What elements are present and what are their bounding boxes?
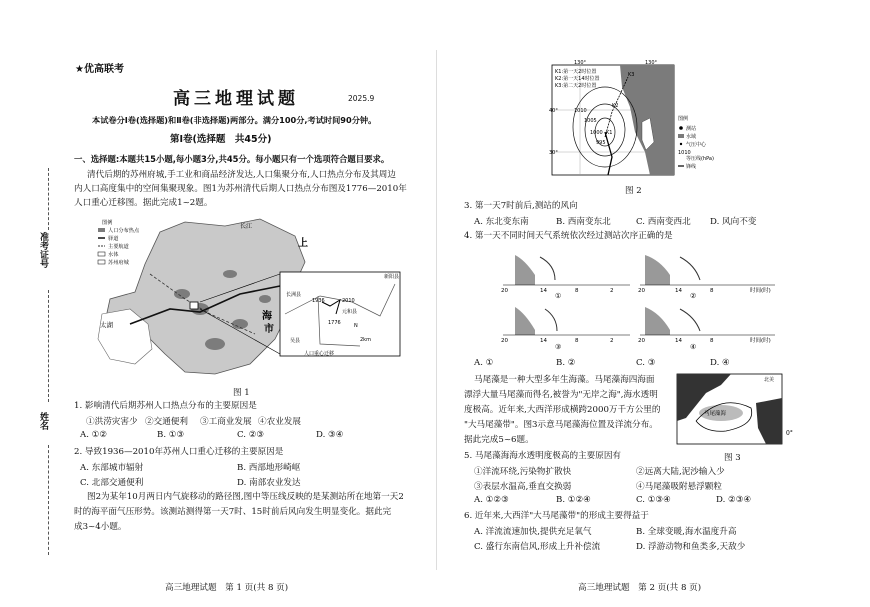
legend-title: 图例 — [102, 220, 113, 226]
fig2-legend-water: 水域 — [686, 134, 697, 140]
axis-time-d: 时间(时) — [750, 338, 771, 344]
axis-20-b: 20 — [638, 288, 645, 294]
q4-option-a[interactable]: A. ① — [474, 358, 494, 368]
figure-2-map — [550, 62, 740, 182]
q6-option-d[interactable]: D. 浮游动物和鱼类多,天敌少 — [636, 542, 746, 552]
isobar-995: 995 — [596, 140, 606, 146]
instruction: 一、选择题:本题共15小题,每小题3分,共45分。每小题只有一个选项符合题目要求。 — [74, 154, 390, 164]
q2-stem: 2. 导致1936—2010年苏州人口重心迁移的主要原因是 — [74, 447, 284, 457]
axis-time-b: 时间(时) — [750, 288, 771, 294]
axis-8-d: 8 — [710, 338, 714, 344]
label-wuxian: 吴县 — [290, 338, 301, 344]
axis-2-a: 2 — [610, 288, 614, 294]
k-legend-1: K1:第一天2时位置 — [555, 69, 597, 75]
isobar-1000: 1000 — [590, 130, 603, 136]
q5-choice-3: ③表层水温高,垂直交换弱 — [474, 482, 572, 492]
label-1776: 1776 — [328, 320, 341, 326]
passage-1-line-3: 人口重心迁移图。据此完成1~2题。 — [74, 198, 213, 208]
axis-20-c: 20 — [501, 338, 508, 344]
q2-option-a[interactable]: A. 东部城市辐射 — [80, 463, 144, 473]
label-changzhou: 长洲县 — [286, 292, 302, 298]
q5-choice-1: ①洋流环绕,污染物扩散快 — [474, 467, 572, 477]
axis-2-c: 2 — [610, 338, 614, 344]
q3-option-d[interactable]: D. 风向不变 — [710, 217, 757, 227]
fig2-legend-isobar: 等压线(hPa) — [686, 156, 714, 162]
label-hai: 海 — [262, 311, 272, 322]
passage-1-line-2: 内人口高度集中的空间集聚现象。图1为苏州清代后期人口热点分布图及1776—2010年 — [74, 184, 407, 194]
footer-left: 高三地理试题 第 1 页(共 8 页) — [165, 583, 289, 593]
label-2010: 2010 — [342, 298, 355, 304]
fig2-legend-station: 测站 — [686, 126, 697, 132]
q3-stem: 3. 第一天7时前后,测站的风向 — [464, 201, 578, 211]
label-scale: 2km — [360, 337, 371, 343]
inset-caption: 人口重心迁移 — [304, 351, 335, 357]
page-title: 高三地理试题 — [173, 89, 299, 109]
q5-choice-2: ②远离大陆,泥沙输入少 — [636, 467, 725, 477]
fig2-legend-isobar-sample: 1010 — [678, 150, 691, 156]
q2-option-d[interactable]: D. 南部农业发达 — [237, 478, 301, 488]
passage-2-line-1: 图2为某年10月两日内气旋移动的路径图,图中等压线反映的是某测站所在地第一天2 — [87, 492, 404, 502]
q1-option-d[interactable]: D. ③④ — [316, 430, 344, 440]
k-legend-2: K2:第一天14时位置 — [555, 76, 600, 82]
axis-20-a: 20 — [501, 288, 508, 294]
exam-number-label: 准考证号 — [38, 232, 48, 268]
q4-option-c[interactable]: C. ③ — [636, 358, 656, 368]
label-shang: 上 — [298, 238, 308, 249]
exam-date: 2025.9 — [348, 94, 375, 103]
q4-option-d[interactable]: D. ④ — [710, 358, 730, 368]
exam-note: 本试卷分Ⅰ卷(选择题)和Ⅱ卷(非选择题)两部分。满分100分,考试时间90分钟。 — [92, 115, 377, 125]
figure-3-caption: 图 3 — [724, 453, 741, 463]
lat-label-2: 30° — [549, 150, 558, 156]
legend-hotspot: 人口分布热点 — [108, 228, 140, 234]
fig2-legend-center: 气压中心 — [686, 142, 707, 148]
passage-2-line-3: 成3~4小题。 — [74, 522, 127, 532]
label-1936: 1936 — [312, 298, 325, 304]
q5-option-d[interactable]: D. ②③④ — [716, 495, 752, 505]
figure-2-legend — [678, 115, 714, 170]
fucheng-marker — [190, 302, 198, 309]
lon-label-2: 130° — [645, 60, 658, 66]
isobar-1010: 1010 — [574, 108, 587, 114]
passage-1-line-1: 清代后期的苏州府城,手工业和商品经济发达,人口集聚分布,人口热点分布及其周边 — [87, 170, 396, 180]
q4-front-diagrams — [495, 245, 795, 355]
axis-8-c: 8 — [575, 338, 579, 344]
axis-20-d: 20 — [638, 338, 645, 344]
fig3-sargasso-label: 马尾藻海 — [704, 411, 727, 417]
axis-8-b: 8 — [710, 288, 714, 294]
label-xinyang: 新阳县 — [384, 274, 400, 280]
q2-option-c[interactable]: C. 北部交通便利 — [80, 478, 144, 488]
fig3-top-label: 北美 — [764, 377, 775, 383]
q5-choice-4: ④马尾藻吸附悬浮颗粒 — [636, 482, 722, 492]
q1-choice-3: ③工商业发展 — [200, 417, 252, 427]
legend-waterway: 主要航道 — [108, 244, 129, 250]
mark-k1: K1 — [606, 130, 613, 136]
header-tag: ★优高联考 — [75, 64, 124, 75]
fig3-zero-label: 0° — [786, 430, 793, 437]
panel-1-label: ① — [555, 292, 562, 300]
label-yuanhe: 元和县 — [342, 309, 358, 315]
axis-8-a: 8 — [575, 288, 579, 294]
panel-4 — [640, 307, 775, 351]
axis-14-d: 14 — [675, 338, 682, 344]
q5-option-b[interactable]: B. ①②④ — [556, 495, 591, 505]
q3-option-b[interactable]: B. 西南变东北 — [556, 217, 611, 227]
q5-stem: 5. 马尾藻海海水透明度极高的主要原因有 — [464, 451, 622, 461]
figure-3-map — [676, 373, 806, 449]
figure-2-caption: 图 2 — [625, 186, 642, 196]
q1-option-c[interactable]: C. ②③ — [237, 430, 265, 440]
lon-label-1: 130° — [574, 60, 587, 66]
fig2-legend-front: 锋线 — [686, 164, 697, 170]
figure-1-caption: 图 1 — [233, 388, 250, 398]
q1-stem: 1. 影响清代后期苏州人口热点分布的主要原因是 — [74, 401, 257, 411]
q3-option-a[interactable]: A. 东北变东南 — [474, 217, 529, 227]
binding-line-middle — [48, 290, 49, 402]
q1-option-a[interactable]: A. ①② — [80, 430, 108, 440]
q4-option-b[interactable]: B. ② — [556, 358, 576, 368]
q3-option-c[interactable]: C. 西南变西北 — [636, 217, 691, 227]
page-divider — [436, 50, 437, 570]
q2-option-b[interactable]: B. 西部地形崎岖 — [237, 463, 301, 473]
axis-14-b: 14 — [675, 288, 682, 294]
lat-label-1: 40° — [549, 108, 558, 114]
q6-stem: 6. 近年来,大西洋"大马尾藻带"的形成主要得益于 — [464, 511, 649, 521]
panel-4-label: ④ — [690, 343, 697, 351]
section-title: 第Ⅰ卷(选择题 共45分) — [170, 134, 272, 145]
passage-3-line-2: 漂浮大量马尾藻而得名,被誉为"无岸之海",海水透明 — [464, 390, 658, 400]
isobar-1005: 1005 — [584, 118, 597, 124]
legend-road: 驿道 — [108, 236, 119, 242]
figure-1-legend — [98, 218, 140, 266]
k-legend-3: K3:第二天2时位置 — [555, 83, 597, 89]
q5-option-c[interactable]: C. ①③④ — [636, 495, 671, 505]
axis-14-a: 14 — [540, 288, 547, 294]
binding-line-bottom — [48, 445, 49, 555]
passage-2-line-2: 时的海平面气压形势。该测站测得第一天7时、15时前后风向发生明显变化。据此完 — [74, 507, 392, 517]
figure-1-map — [90, 214, 410, 382]
passage-3-line-5: 据此完成5~6题。 — [464, 435, 534, 445]
q1-choice-4: ④农业发展 — [258, 417, 301, 427]
footer-right: 高三地理试题 第 2 页(共 8 页) — [578, 583, 702, 593]
mark-k2: K2 — [612, 103, 619, 109]
q1-option-b[interactable]: B. ①③ — [157, 430, 185, 440]
q6-option-c[interactable]: C. 盛行东南信风,形成上升补偿流 — [474, 542, 601, 552]
fig2-legend-title: 图例 — [678, 116, 689, 122]
passage-3-line-1: 马尾藻是一种大型多年生海藻。马尾藻海四海面 — [474, 375, 655, 385]
label-changjiang: 长江 — [240, 223, 253, 230]
panel-3 — [503, 307, 630, 351]
passage-3-line-3: 度极高。近年来,大西洋形成横跨2000万千方公里的 — [464, 405, 661, 415]
q6-option-a[interactable]: A. 洋流流速加快,提供充足氧气 — [474, 527, 592, 537]
binding-line-top — [48, 168, 49, 230]
q4-stem: 4. 第一天不同时间天气系统依次经过测站次序正确的是 — [464, 231, 673, 241]
panel-2-label: ② — [690, 292, 697, 300]
legend-fucheng: 苏州府城 — [108, 260, 129, 266]
q1-choice-1: ①洪涝灾害少 — [86, 417, 138, 427]
legend-water: 水体 — [108, 252, 119, 258]
panel-3-label: ③ — [555, 343, 562, 351]
q5-option-a[interactable]: A. ①②③ — [474, 495, 509, 505]
axis-14-c: 14 — [540, 338, 547, 344]
label-north: N — [354, 323, 358, 329]
mark-k3: K3 — [628, 72, 635, 78]
passage-3-line-4: "大马尾藻带"。图3示意马尾藻海位置及洋流分布。 — [464, 420, 658, 430]
q1-choice-2: ②交通便利 — [145, 417, 188, 427]
label-shi: 市 — [264, 324, 274, 335]
label-taihu: 太湖 — [100, 321, 113, 329]
name-label: 姓名 — [38, 412, 48, 430]
q6-option-b[interactable]: B. 全球变暖,海水温度升高 — [636, 527, 737, 537]
